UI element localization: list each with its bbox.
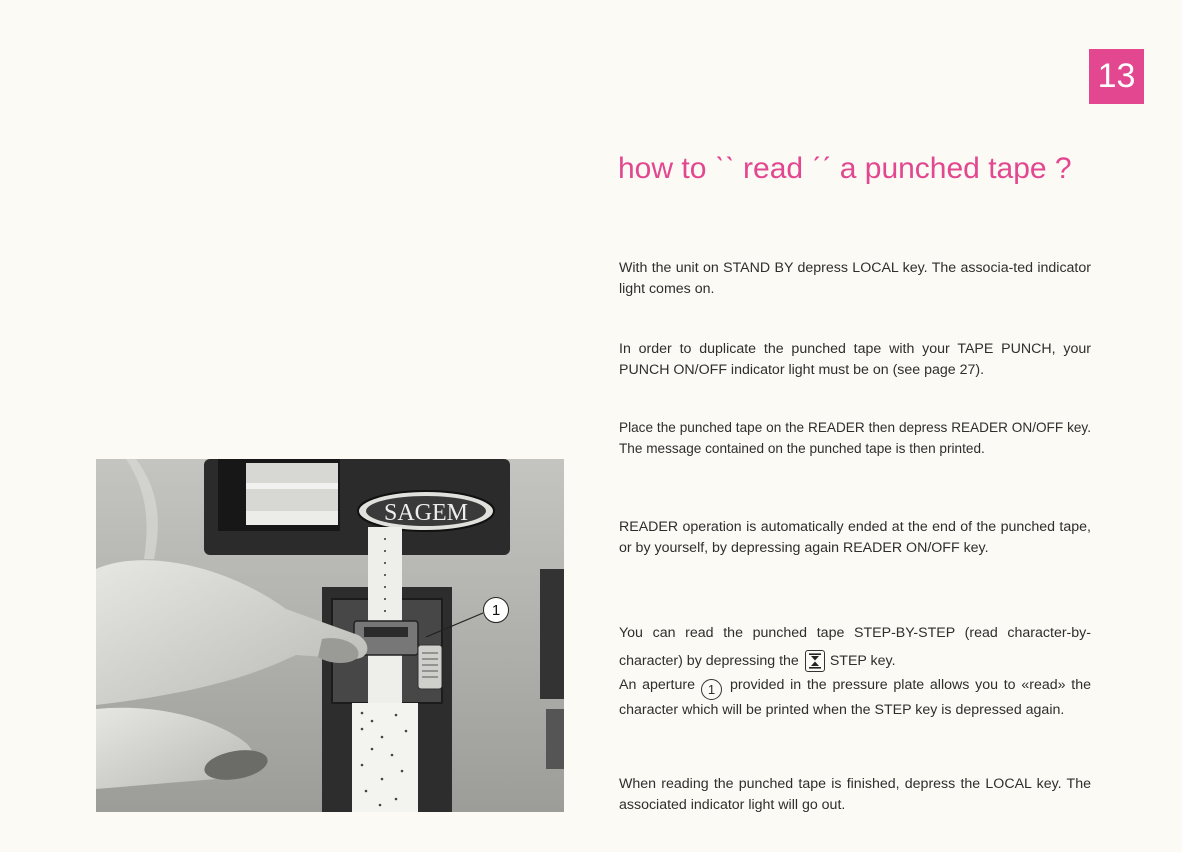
page-number-badge: 13 (1089, 49, 1144, 104)
step-text-after: STEP key. (829, 653, 896, 669)
paragraph-step-by-step (619, 619, 1091, 675)
tape-reader-photo (96, 459, 564, 812)
paragraph-standby-local: With the unit on STAND BY depress LOCAL key. The associa-ted indicator light comes on. (619, 260, 1091, 297)
paragraph-reader-operation: READER operation is automatically ended at the end of the punched tape, or by yourself, by depressing again READER ON/OFF key. (619, 519, 1091, 556)
paragraph-aperture (619, 675, 1091, 721)
brand-logo-text: SAGEM (383, 500, 469, 526)
aperture-text-before: An aperture (619, 677, 695, 693)
step-text-before: You can read the punched tape STEP-BY-STEP (read character-by-character) by depressing the (619, 625, 1091, 669)
paragraph-duplicate-tape: In order to duplicate the punched tape with your TAPE PUNCH, your PUNCH ON/OFF indicator light must be on (see page 27). (619, 341, 1091, 378)
aperture-text-after: provided in the pressure plate allows you to «read» the character which will be printed when the STEP key is depressed again. (619, 677, 1091, 718)
paragraph-place-tape: Place the punched tape on the READER then depress READER ON/OFF key. The message contained on the punched tape is then printed. (619, 420, 1091, 456)
paragraph-reading-finished: When reading the punched tape is finished, depress the LOCAL key. The associated indicator light will go out. (619, 776, 1091, 813)
photo-callout-1: 1 (483, 597, 509, 623)
page-title: how to ˋˋ read ˊˊ a punched tape ? (618, 152, 1072, 185)
callout-marker-1: 1 (701, 679, 722, 700)
step-key-icon (805, 650, 825, 672)
